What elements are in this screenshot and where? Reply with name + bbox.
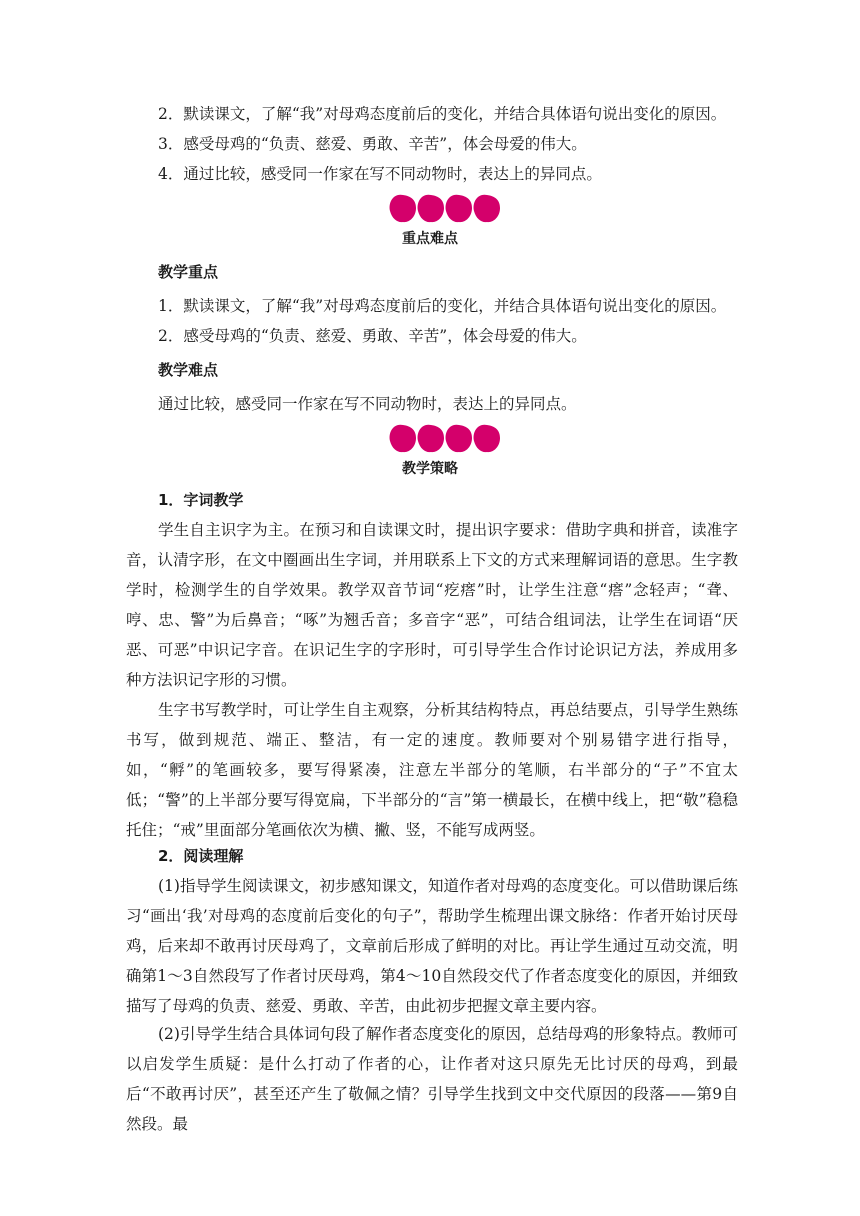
petal-dot <box>390 425 416 452</box>
section-decoration-dots <box>388 193 500 223</box>
difficulty-heading: 教学难点 <box>158 361 219 379</box>
difficulty-text: 通过比较，感受同一作家在写不同动物时，表达上的异同点。 <box>158 395 577 413</box>
focus-heading: 教学重点 <box>158 263 219 281</box>
strategy-sub2-paragraph-2: (2)引导学生结合具体词句段了解作者态度变化的原因，总结母鸡的形象特点。教师可以启发学生质疑：是什么打动了作者的心，让作者对这只原先无比讨厌的母鸡，到最后“不敢再讨厌”，甚至还产生了敬佩之情？引导学生找到文中交代原因的段落——第9自然段。最 <box>126 1025 738 1133</box>
petal-dot <box>474 195 500 222</box>
section-title-strategy: 教学策略 <box>402 461 458 477</box>
section-decoration-dots <box>388 423 500 453</box>
objective-item-3: 3．感受母鸡的“负责、慈爱、勇敢、辛苦”，体会母爱的伟大。 <box>158 135 587 153</box>
petal-dot <box>474 425 500 452</box>
focus-item-2: 2．感受母鸡的“负责、慈爱、勇敢、辛苦”，体会母爱的伟大。 <box>158 327 587 345</box>
strategy-sub1-heading: 1．字词教学 <box>158 491 244 509</box>
objective-item-4: 4．通过比较，感受同一作家在写不同动物时，表达上的异同点。 <box>158 165 602 183</box>
petal-dot <box>446 425 472 452</box>
strategy-sub2-paragraph-1: (1)指导学生阅读课文，初步感知课文，知道作者对母鸡的态度变化。可以借助课后练习“画出‘我’对母鸡的态度前后变化的句子”，帮助学生梳理出课文脉络：作者开始讨厌母鸡，后来却不敢再讨厌母鸡了，文章前后形成了鲜明的对比。再让学生通过互动交流，明确第1～3自然段写了作者讨厌母鸡，第4～10自然段交代了作者态度变化的原因，并细致描写了母鸡的负责、慈爱、勇敢、辛苦，由此初步把握文章主要内容。 <box>126 877 738 1015</box>
petal-dot <box>390 195 416 222</box>
strategy-sub1-paragraph-1: 学生自主识字为主。在预习和自读课文时，提出识字要求：借助字典和拼音，读准字音，认清字形，在文中圈画出生字词，并用联系上下文的方式来理解词语的意思。生字教学时，检测学生的自学效果。教学双音节词“疙瘩”时，让学生注意“瘩”念轻声；“聋、哼、忠、警”为后鼻音；“啄”为翘舌音；多音字“恶”，可结合组词法，让学生在词语“厌恶、可恶”中识记字音。在识记生字的字形时，可引导学生合作讨论识记方法，养成用多种方法识记字形的习惯。 <box>126 521 738 689</box>
strategy-sub2-heading: 2．阅读理解 <box>158 847 244 865</box>
petal-dot <box>446 195 472 222</box>
petal-dot <box>418 195 444 222</box>
petal-dot <box>418 425 444 452</box>
section-title-key-points: 重点难点 <box>402 231 458 247</box>
strategy-sub1-paragraph-2: 生字书写教学时，可让学生自主观察，分析其结构特点，再总结要点，引导学生熟练书写，做到规范、端正、整洁，有一定的速度。教师要对个别易错字进行指导，如，“孵”的笔画较多，要写得紧凑，注意左半部分的笔顺，右半部分的“子”不宜太低；“警”的上半部分要写得宽扁，下半部分的“言”第一横最长，在横中线上，把“敬”稳稳托住；“戒”里面部分笔画依次为横、撇、竖，不能写成两竖。 <box>126 701 738 839</box>
focus-item-1: 1．默读课文，了解“我”对母鸡态度前后的变化，并结合具体语句说出变化的原因。 <box>158 297 727 315</box>
objective-item-2: 2．默读课文，了解“我”对母鸡态度前后的变化，并结合具体语句说出变化的原因。 <box>158 105 727 123</box>
